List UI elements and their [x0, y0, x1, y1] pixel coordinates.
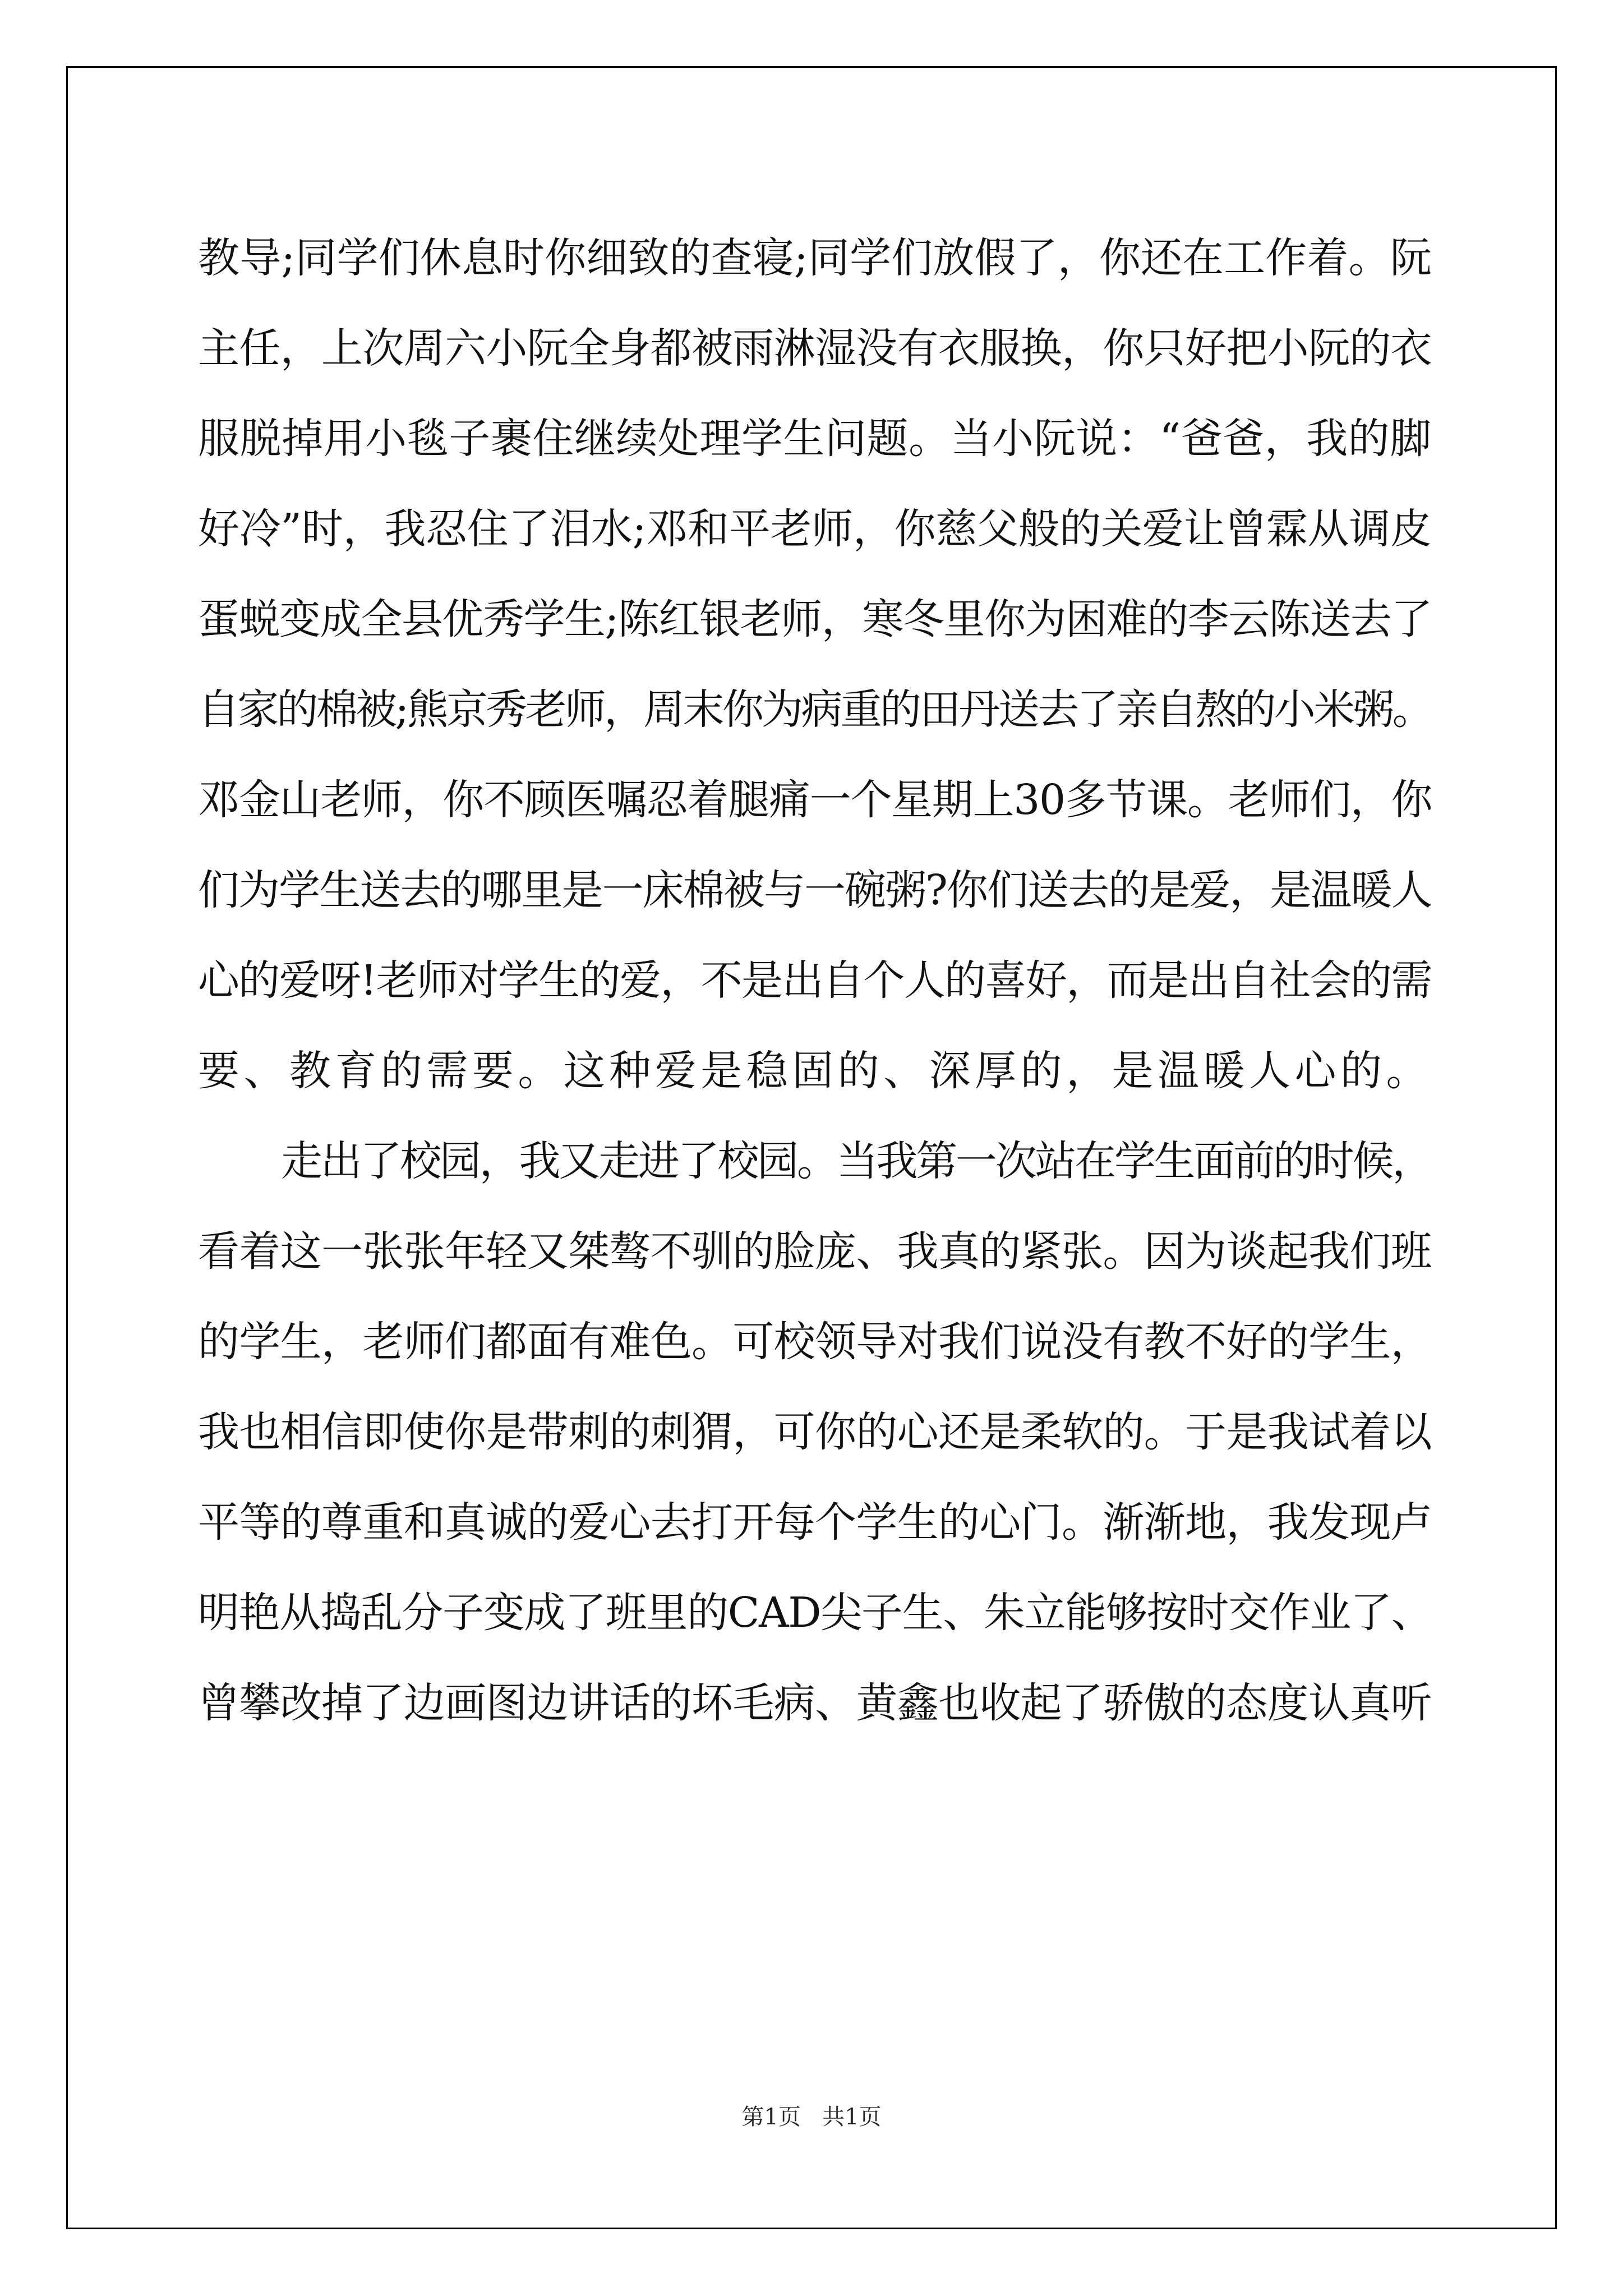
text-line: 服脱掉用小毯子裹住继续处理学生问题。当小阮说：“爸爸，我的脚: [198, 415, 1432, 463]
page-total: 共1页: [822, 2104, 882, 2130]
text-line: 曾攀改掉了边画图边讲话的坏毛病、黄鑫也收起了骄傲的态度认真听: [198, 1679, 1432, 1727]
text-line: 心的爱呀!老师对学生的爱，不是出自个人的喜好，而是出自社会的需: [198, 956, 1432, 1005]
text-line: 走出了校园，我又走进了校园。当我第一次站在学生面前的时候，: [281, 1137, 1432, 1185]
text-line: 平等的尊重和真诚的爱心去打开每个学生的心门。渐渐地，我发现卢: [198, 1498, 1432, 1547]
page-footer: [0, 2099, 1623, 2131]
text-line: 我也相信即使你是带刺的刺猬，可你的心还是柔软的。于是我试着以: [198, 1408, 1432, 1456]
text-line: 自家的棉被;熊京秀老师，周末你为病重的田丹送去了亲自熬的小米粥。: [198, 685, 1432, 734]
text-line: 们为学生送去的哪里是一床棉被与一碗粥?你们送去的是爱，是温暖人: [198, 866, 1432, 914]
text-line: 蛋蜕变成全县优秀学生;陈红银老师，寒冬里你为困难的李云陈送去了: [198, 595, 1432, 643]
text-line: 邓金山老师，你不顾医嘱忍着腿痛一个星期上30多节课。老师们，你: [198, 776, 1432, 824]
text-line: 主任，上次周六小阮全身都被雨淋湿没有衣服换，你只好把小阮的衣: [198, 324, 1432, 372]
document-body: [198, 213, 1432, 1749]
text-line: 好冷”时，我忍住了泪水;邓和平老师，你慈父般的关爱让曾霖从调皮: [198, 505, 1432, 553]
text-line: 明艳从捣乱分子变成了班里的CAD尖子生、朱立能够按时交作业了、: [198, 1589, 1432, 1637]
text-line: 教导;同学们休息时你细致的查寝;同学们放假了，你还在工作着。阮: [198, 234, 1432, 282]
text-line: 要、教育的需要。这种爱是稳固的、深厚的，是温暖人心的。: [198, 1047, 1432, 1095]
text-line: 的学生，老师们都面有难色。可校领导对我们说没有教不好的学生，: [198, 1318, 1432, 1366]
text-line: 看着这一张张年轻又桀骜不驯的脸庞、我真的紧张。因为谈起我们班: [198, 1227, 1432, 1276]
page-number: 第1页: [741, 2104, 801, 2130]
